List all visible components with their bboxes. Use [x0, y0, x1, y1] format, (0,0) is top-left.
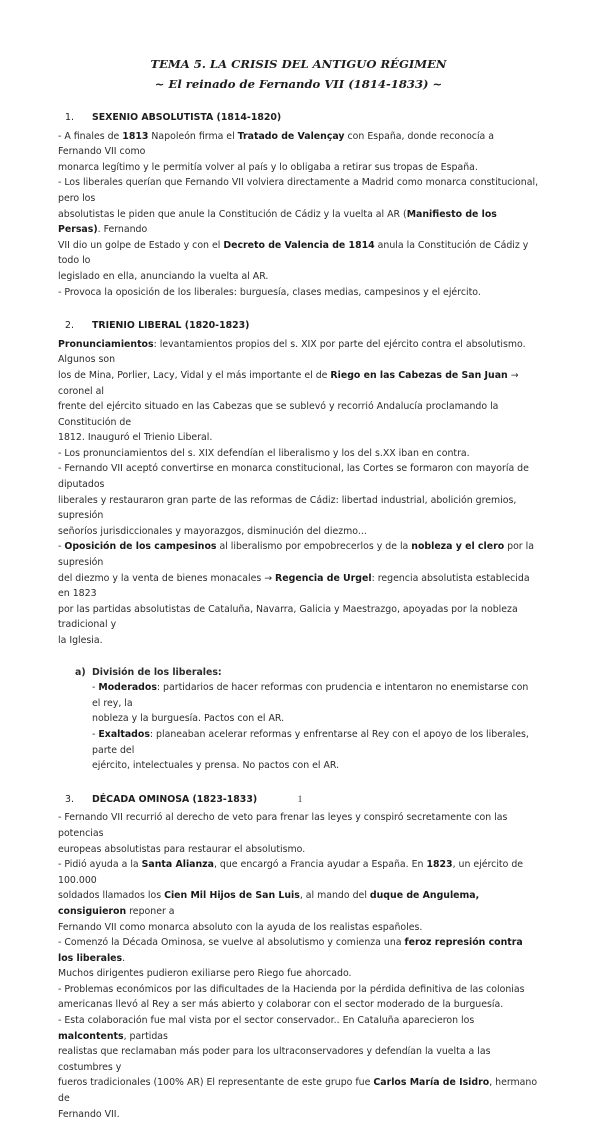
text-line: [58, 175, 539, 206]
text-run: - Pidió ayuda a la: [58, 859, 142, 871]
text-run: con España, donde reconocía a Fernando VII como: [58, 130, 495, 158]
text-line: [58, 368, 539, 399]
text-run: -: [58, 541, 65, 553]
text-run: -: [92, 728, 99, 740]
text-line: [58, 446, 539, 462]
text-run: - Comenzó la Década Ominosa, se vuelve al absolutismo y comienza una: [58, 937, 405, 949]
text-run: - Problemas económicos por las dificultades de la Hacienda por la pérdida definitiva de las colonias: [58, 983, 525, 995]
text-line: [58, 966, 539, 982]
text-line: [58, 842, 539, 858]
text-line: [58, 238, 539, 269]
text-run: fueros tradicionales (100% AR) El representante de este grupo fue: [58, 1077, 374, 1089]
text-run: -: [92, 682, 99, 694]
text-run: , al mando del: [299, 890, 370, 902]
text-run: absolutistas le piden que anule la Constitución de Cádiz y la vuelta al AR (: [58, 208, 407, 220]
text-line: [58, 920, 539, 936]
subsection-body: [58, 680, 539, 774]
text-line: [58, 935, 539, 966]
text-run: - Los liberales querían que Fernando VII volviera directamente a Madrid como monarca constitucional, pero los: [58, 177, 539, 204]
subsection-letter: a): [75, 666, 86, 678]
text-run: señoríos jurisdiccionales y mayorazgos, disminución del diezmo...: [58, 525, 367, 537]
text-line: [58, 1044, 539, 1075]
bold-text: Decreto de Valencia de 1814: [223, 239, 375, 251]
text-run: - Esta colaboración fue mal vista por el sector conservador.. En Cataluña aparecieron los: [58, 1015, 475, 1027]
text-run: , partidas: [123, 1030, 168, 1042]
bold-text: nobleza y el clero: [411, 541, 505, 553]
text-line: [92, 680, 539, 711]
text-run: : planeaban acelerar reformas y enfrentarse al Rey con el apoyo de los liberales, parte del: [92, 728, 529, 756]
bold-text: Oposición de los campesinos: [64, 541, 217, 553]
text-run: Fernando VII como monarca absoluto con la ayuda de los realistas españoles.: [58, 921, 423, 933]
text-run: ejército, intelectuales y prensa. No pactos con el AR.: [92, 760, 340, 772]
text-line: [58, 285, 539, 301]
text-line: [58, 888, 539, 919]
text-run: nobleza y la burguesía. Pactos con el AR.: [92, 713, 285, 725]
section-heading: [58, 110, 539, 126]
text-run: Fernando VII.: [58, 1108, 120, 1120]
text-run: : partidarios de hacer reformas con prudencia e intentaron no enemistarse con el rey, la: [92, 682, 529, 709]
text-line: [58, 129, 539, 160]
text-run: VII dio un golpe de Estado y con el: [58, 239, 224, 251]
text-run: , hermano de: [58, 1077, 538, 1105]
bold-text: Tratado de Valençay: [237, 130, 345, 142]
section-body: [58, 810, 539, 1122]
text-run: , que encargó a Francia ayudar a España. En: [213, 859, 427, 871]
text-run: . Fernando: [97, 224, 148, 236]
section-number: 2.: [65, 320, 74, 332]
text-run: soldados llamados los: [58, 890, 165, 902]
text-line: [58, 524, 539, 540]
bold-text: 1823: [426, 859, 453, 871]
text-run: realistas que reclamaban más poder para los ultraconservadores y defendían la vuelta a las costumbres y: [58, 1046, 491, 1073]
text-run: por la supresión: [58, 541, 534, 569]
bold-text: 1813: [122, 130, 149, 142]
text-line: [58, 1107, 539, 1122]
text-line: [92, 758, 539, 774]
text-line: [58, 430, 539, 446]
bold-text: duque de Angulema, consiguieron: [58, 890, 480, 917]
text-run: 1812. Inauguró el Trienio Liberal.: [58, 432, 213, 444]
section-title: SEXENIO ABSOLUTISTA (1814-1820): [92, 112, 282, 123]
text-run: al liberalismo por empobrecerlos y de la: [216, 541, 412, 553]
text-run: Napoleón firma el: [148, 130, 238, 142]
text-line: [58, 207, 539, 238]
text-run: - A finales de: [58, 130, 123, 142]
text-line: [58, 399, 539, 430]
text-run: europeas absolutistas para restaurar el absolutismo.: [58, 843, 306, 855]
section-number: 3.: [65, 793, 74, 805]
text-run: - Provoca la oposición de los liberales: burguesía, clases medias, campesinos y el ejército.: [58, 286, 481, 298]
text-line: [58, 633, 539, 649]
text-run: - Los pronunciamientos del s. XIX defendían el liberalismo y los del s.XX iban en contra.: [58, 447, 470, 459]
text-line: [58, 982, 539, 998]
text-run: legislado en ella, anunciando la vuelta al AR.: [58, 270, 269, 282]
text-run: los de Mina, Porlier, Lacy, Vidal y el más importante el de: [58, 369, 331, 381]
text-line: [58, 810, 539, 841]
section-sexenio: [58, 110, 539, 300]
bold-text: Pronunciamientos: [58, 338, 154, 350]
text-line: [58, 602, 539, 633]
text-run: : regencia absolutista establecida en 1823: [58, 572, 530, 600]
text-run: Muchos dirigentes pudieron exiliarse pero Riego fue ahorcado.: [58, 968, 352, 980]
section-body: [58, 129, 539, 301]
bold-text: malcontents: [58, 1030, 124, 1042]
document-title: TEMA 5. LA CRISIS DEL ANTIGUO RÉGIMEN: [150, 57, 447, 71]
text-line: [58, 337, 539, 368]
bold-text: Manifiesto de los Persas): [58, 208, 497, 236]
section-heading: [58, 318, 539, 334]
text-line: [58, 997, 539, 1013]
text-line: [58, 857, 539, 888]
text-run: americanas llevó al Rey a ser más abierto y colaborar con el sector moderado de la burguesía.: [58, 999, 504, 1011]
text-line: [58, 571, 539, 602]
subsection-title: División de los liberales:: [92, 666, 222, 678]
text-line: [58, 160, 539, 176]
text-run: reponer a: [126, 905, 175, 917]
bold-text: Carlos María de Isidro: [373, 1077, 490, 1089]
bold-text: Santa Alianza: [141, 859, 214, 871]
section-body: [58, 337, 539, 649]
text-run: .: [122, 952, 126, 964]
section-title: DÉCADA OMINOSA (1823-1833): [92, 793, 258, 805]
page-number: 1: [297, 795, 303, 805]
text-run: anula la Constitución de Cádiz y todo lo: [58, 239, 529, 267]
text-run: : levantamientos propios del s. XIX por parte del ejército contra el absolutismo. Algunos son: [58, 338, 526, 366]
text-run: la Iglesia.: [58, 635, 103, 646]
text-line: [58, 461, 539, 492]
text-run: del diezmo y la venta de bienes monacales →: [58, 572, 276, 584]
text-run: liberales y restauraron gran parte de las reformas de Cádiz: libertad industrial, abolición gremios, supresión: [58, 494, 517, 522]
text-run: frente del ejército situado en las Cabezas que se sublevó y recorrió Andalucía proclamando la Constitución de: [58, 401, 499, 428]
text-line: [58, 1013, 539, 1044]
text-run: → coronel al: [58, 369, 519, 397]
section-title: TRIENIO LIBERAL (1820-1823): [92, 320, 250, 332]
document-subtitle: ~ El reinado de Fernando VII (1814-1833) ~: [154, 77, 443, 91]
subsection-heading: [58, 665, 539, 681]
text-line: [58, 493, 539, 524]
section-trienio: [58, 318, 539, 774]
bold-text: Regencia de Urgel: [275, 572, 372, 584]
bold-text: Cien Mil Hijos de San Luis: [164, 890, 300, 902]
section-number: 1.: [65, 112, 74, 123]
text-run: - Fernando VII aceptó convertirse en monarca constitucional, las Cortes se formaron con mayoría de diputados: [58, 463, 529, 491]
text-line: [58, 1075, 539, 1106]
bold-text: Exaltados: [98, 728, 150, 740]
bold-text: feroz represión contra los liberales: [58, 937, 523, 964]
section-decada-ominosa: [58, 792, 539, 1122]
bold-text: Moderados: [98, 682, 157, 694]
text-run: por las partidas absolutistas de Cataluña, Navarra, Galicia y Maestrazgo, apoyadas por la nobleza tradicional y: [58, 603, 518, 631]
bold-text: Riego en las Cabezas de San Juan: [330, 369, 508, 381]
text-run: , un ejército de 100.000: [58, 859, 524, 886]
text-line: [58, 269, 539, 285]
text-line: [58, 539, 539, 570]
text-line: [92, 711, 539, 727]
text-run: - Fernando VII recurrió al derecho de veto para frenar las leyes y conspiró secretamente con las potencias: [58, 812, 508, 839]
text-run: monarca legítimo y le permitía volver al país y lo obligaba a retirar sus tropas de España.: [58, 161, 478, 173]
text-line: [92, 727, 539, 758]
